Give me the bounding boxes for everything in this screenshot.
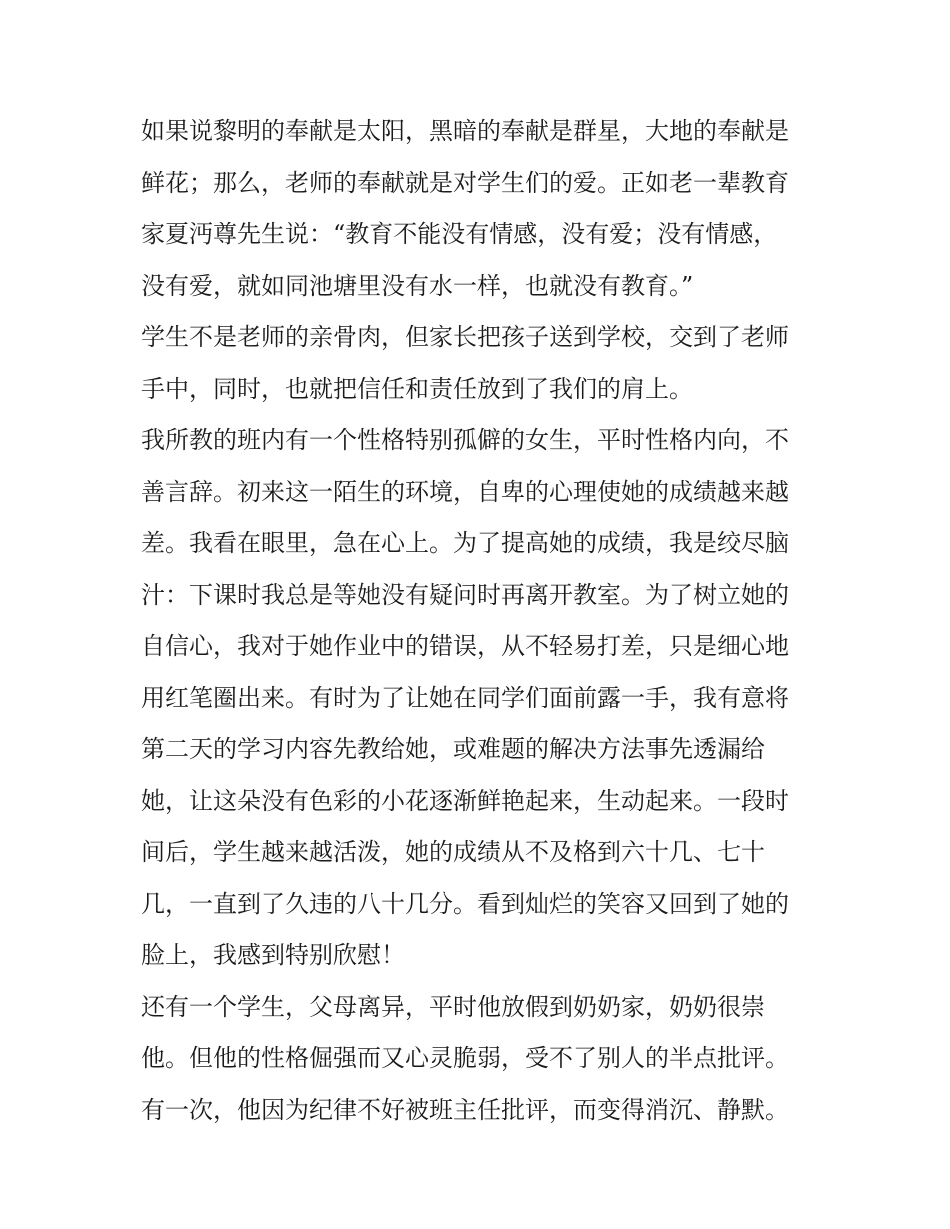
text-line: 汁：下课时我总是等她没有疑问时再离开教室。为了树立她的 xyxy=(141,580,789,609)
text-line: 他。但他的性格倔强而又心灵脆弱，受不了别人的半点批评。 xyxy=(141,1044,789,1072)
text-line: 她，让这朵没有色彩的小花逐渐鲜艳起来，生动起来。一段时 xyxy=(141,786,789,815)
text-line: 手中，同时，也就把信任和责任放到了我们的肩上。 xyxy=(141,374,693,403)
text-line: 我所教的班内有一个性格特别孤僻的女生，平时性格内向，不 xyxy=(141,426,789,454)
text-line: 几，一直到了久违的八十几分。看到灿烂的笑容又回到了她的 xyxy=(141,889,789,918)
text-line: 学生不是老师的亲骨肉，但家长把孩子送到学校，交到了老师 xyxy=(141,323,789,351)
text-line: 还有一个学生，父母离异，平时他放假到奶奶家，奶奶很崇 xyxy=(141,992,765,1021)
text-line: 没有爱，就如同池塘里没有水一样，也就没有教育。” xyxy=(141,271,694,300)
text-line: 如果说黎明的奉献是太阳，黑暗的奉献是群星，大地的奉献是 xyxy=(141,117,789,145)
text-line: 差。我看在眼里，急在心上。为了提高她的成绩，我是绞尽脑 xyxy=(141,529,789,557)
text-line: 脸上，我感到特别欣慰！ xyxy=(141,941,405,969)
text-line: 第二天的学习内容先教给她，或难题的解决方法事先透漏给 xyxy=(141,735,765,763)
text-line: 间后，学生越来越活泼，她的成绩从不及格到六十几、七十 xyxy=(141,838,765,866)
text-line: 用红笔圈出来。有时为了让她在同学们面前露一手，我有意将 xyxy=(141,683,789,712)
text-line: 鲜花；那么，老师的奉献就是对学生们的爱。正如老一辈教育 xyxy=(141,168,789,197)
document-text xyxy=(141,106,821,1136)
text-line: 自信心，我对于她作业中的错误，从不轻易打差，只是细心地 xyxy=(141,632,789,660)
text-line: 善言辞。初来这一陌生的环境，自卑的心理使她的成绩越来越 xyxy=(141,477,789,506)
text-line: 家夏沔尊先生说：“教育不能没有情感，没有爱；没有情感， xyxy=(141,220,778,248)
text-line: 有一次，他因为纪律不好被班主任批评，而变得消沉、静默。 xyxy=(141,1095,789,1124)
